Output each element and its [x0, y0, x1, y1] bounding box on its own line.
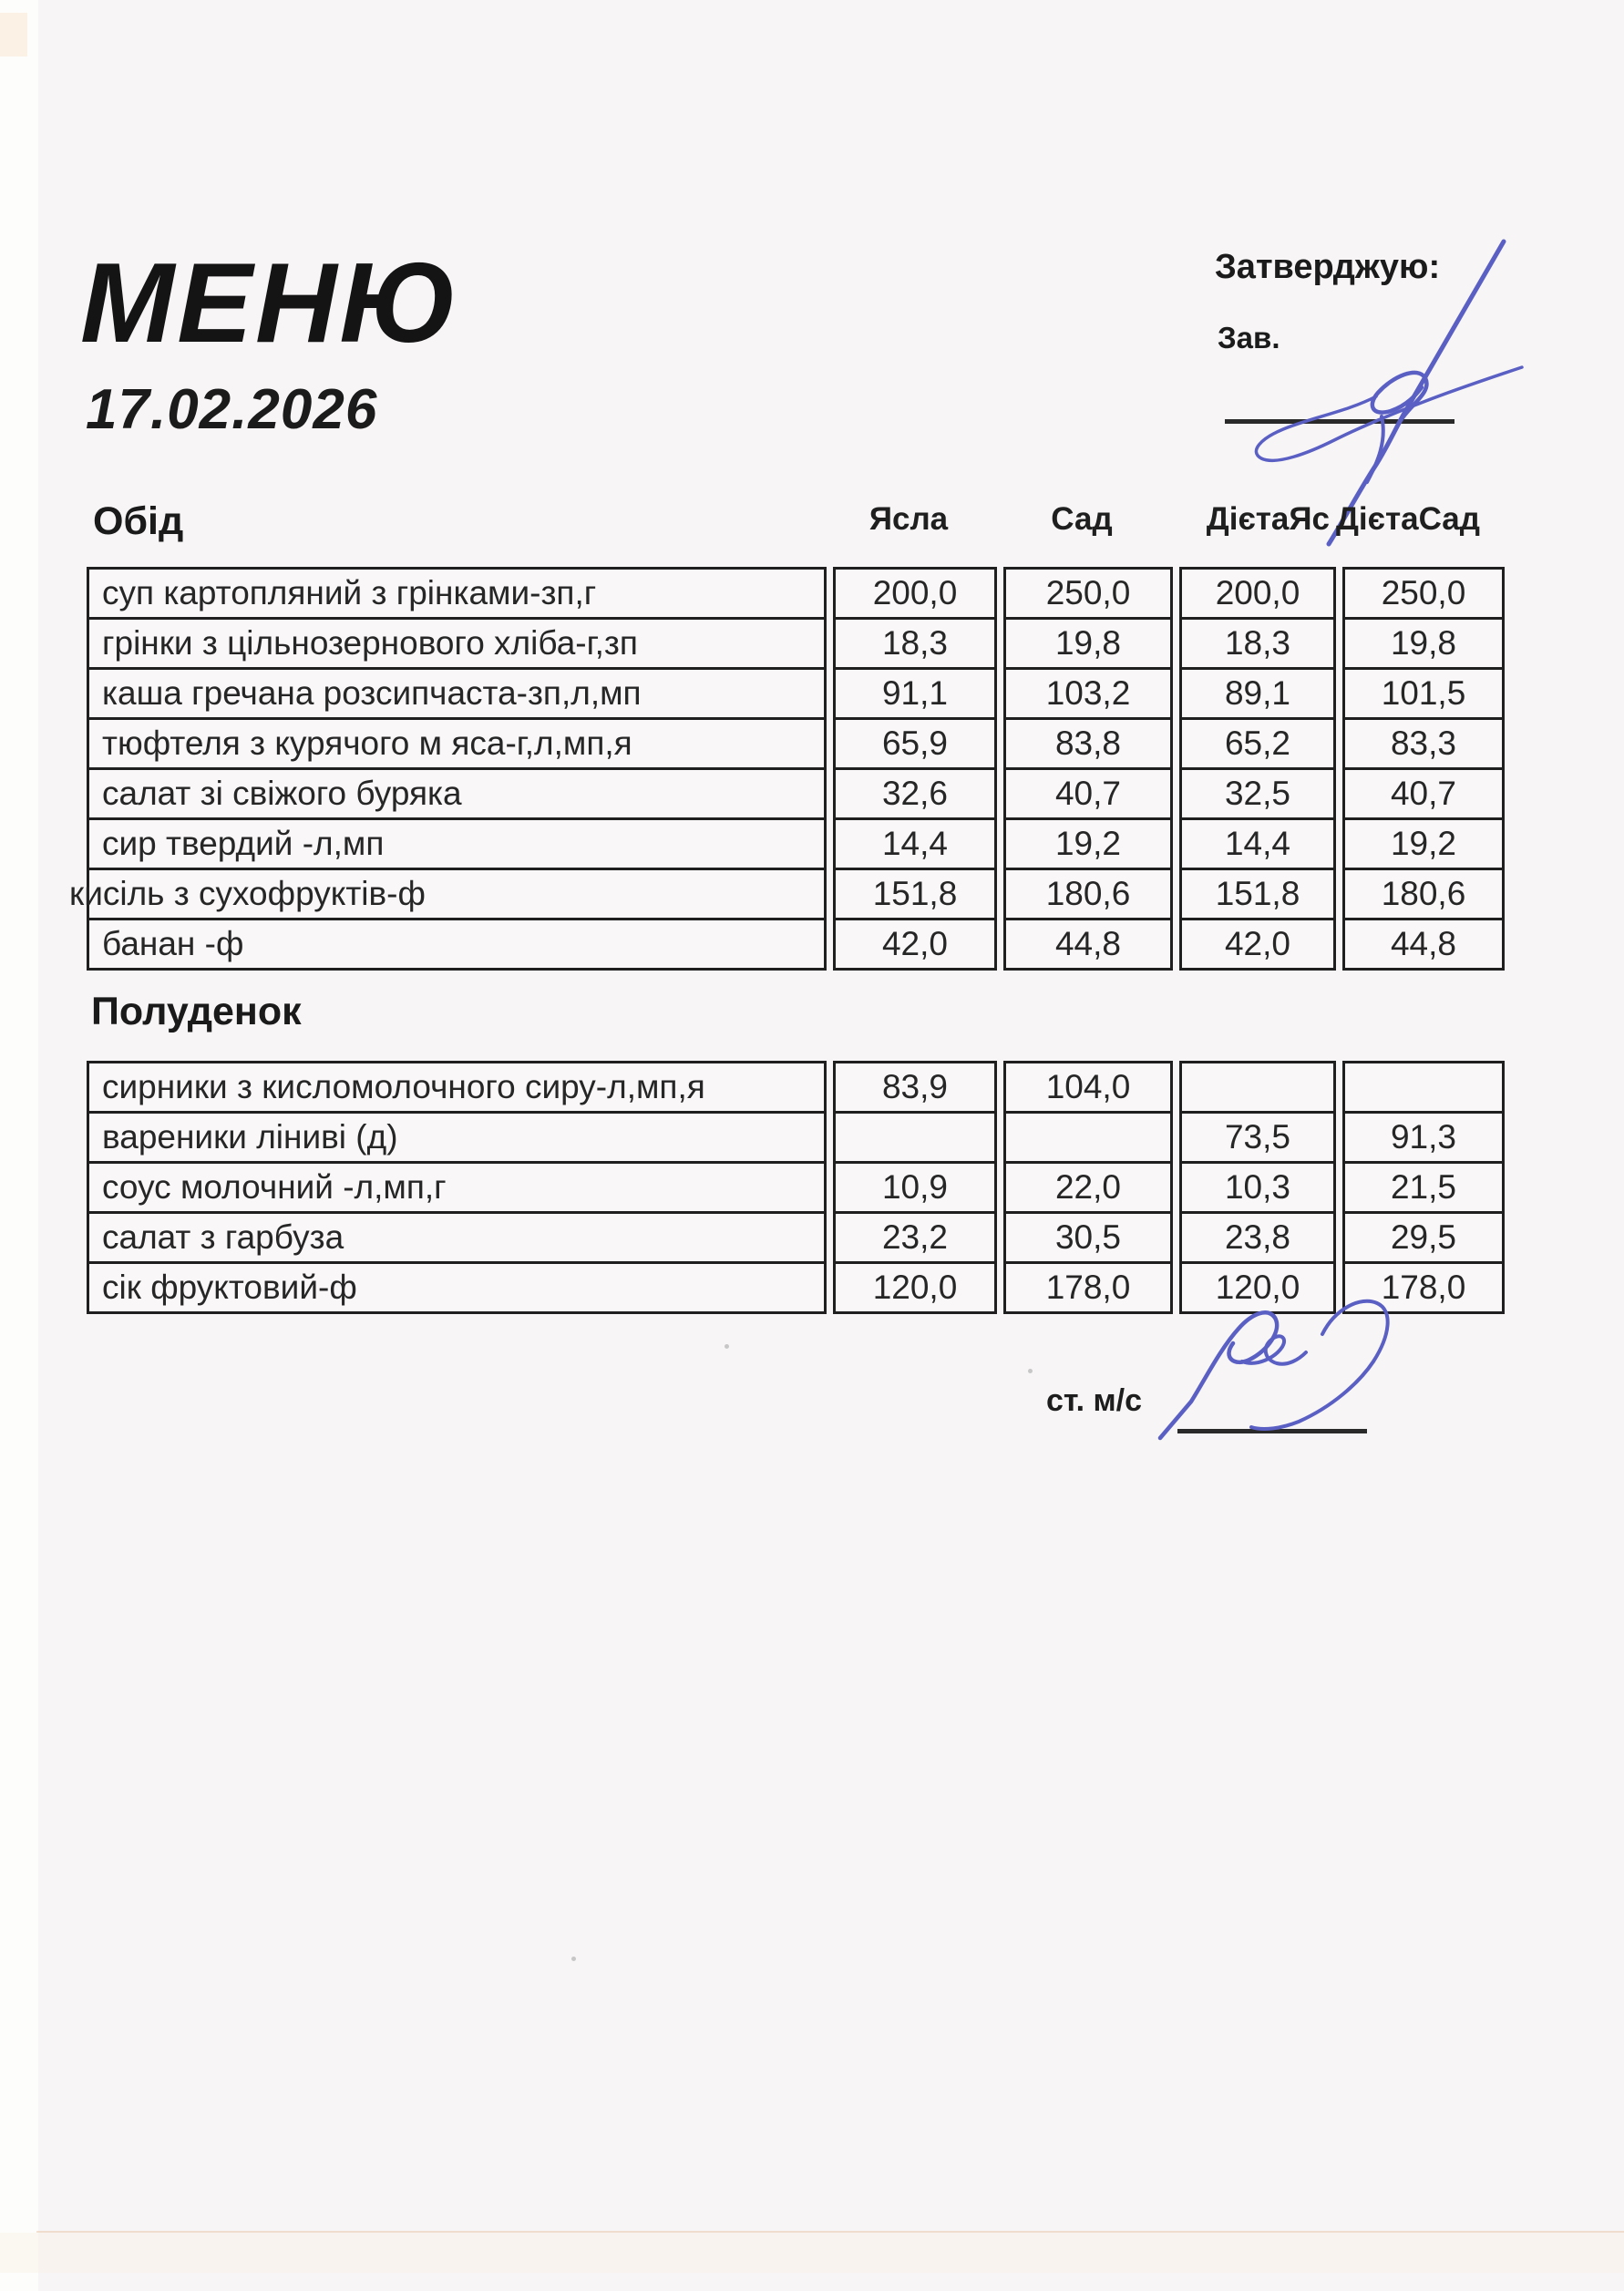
- portion-value: 104,0: [1003, 1061, 1173, 1114]
- portion-value: 83,3: [1342, 717, 1505, 770]
- scan-edge-strip: [0, 0, 38, 2291]
- portion-value: 200,0: [1179, 567, 1336, 620]
- column-header-diyeta-sad: ДієтаСад: [1336, 501, 1480, 537]
- portion-value: 21,5: [1342, 1161, 1505, 1214]
- portion-value: 103,2: [1003, 667, 1173, 720]
- scan-speck: [725, 1344, 729, 1349]
- portion-value: [1003, 1111, 1173, 1164]
- menu-item: сир твердий -л,мп: [87, 817, 827, 870]
- menu-table-poludenok: [87, 1061, 1505, 1314]
- portion-value: 23,2: [833, 1211, 997, 1264]
- column-header-sad: Сад: [1051, 501, 1113, 537]
- portion-value: 200,0: [833, 567, 997, 620]
- scan-edge-band: [0, 2233, 1624, 2273]
- portion-value: 101,5: [1342, 667, 1505, 720]
- portion-value: 120,0: [833, 1261, 997, 1314]
- portion-value: 29,5: [1342, 1211, 1505, 1264]
- portion-value: 32,6: [833, 767, 997, 820]
- menu-item: банан -ф: [87, 918, 827, 971]
- portion-value: 180,6: [1003, 868, 1173, 920]
- portion-value: 19,8: [1342, 617, 1505, 670]
- portion-value: 10,3: [1179, 1161, 1336, 1214]
- portion-value: 42,0: [833, 918, 997, 971]
- portion-value: 14,4: [1179, 817, 1336, 870]
- menu-item: сік фруктовий-ф: [87, 1261, 827, 1314]
- portion-value: 83,9: [833, 1061, 997, 1114]
- menu-item: сирники з кисломолочного сиру-л,мп,я: [87, 1061, 827, 1114]
- portion-value: 10,9: [833, 1161, 997, 1214]
- portion-value: 19,2: [1003, 817, 1173, 870]
- menu-table-obid: [69, 567, 1505, 971]
- approve-signature-line: [1225, 419, 1454, 424]
- portion-value: 19,2: [1342, 817, 1505, 870]
- obid-sad-column: [1003, 567, 1173, 971]
- portion-value: 19,8: [1003, 617, 1173, 670]
- menu-item: кисіль з сухофруктів-ф: [87, 868, 827, 920]
- portion-value: 120,0: [1179, 1261, 1336, 1314]
- scan-speck: [1028, 1369, 1033, 1373]
- approve-label: Затверджую:: [1215, 248, 1441, 286]
- obid-name-column: [69, 567, 827, 971]
- menu-item: салат зі свіжого буряка: [87, 767, 827, 820]
- scan-speck: [571, 1957, 576, 1961]
- portion-value: 42,0: [1179, 918, 1336, 971]
- poludenok-name-column: [87, 1061, 827, 1314]
- portion-value: 65,9: [833, 717, 997, 770]
- portion-value: 250,0: [1003, 567, 1173, 620]
- portion-value: 18,3: [1179, 617, 1336, 670]
- portion-value: 83,8: [1003, 717, 1173, 770]
- scan-artifact-mark: [0, 13, 27, 57]
- portion-value: 178,0: [1342, 1261, 1505, 1314]
- table-column-headers: [827, 501, 1505, 538]
- portion-value: 18,3: [833, 617, 997, 670]
- portion-value: 32,5: [1179, 767, 1336, 820]
- menu-item: салат з гарбуза: [87, 1211, 827, 1264]
- portion-value: 22,0: [1003, 1161, 1173, 1214]
- obid-diyeta-yas-column: [1179, 567, 1336, 971]
- menu-item: каша гречана розсипчаста-зп,л,мп: [87, 667, 827, 720]
- page-title: МЕНЮ: [80, 241, 460, 366]
- menu-item: соус молочний -л,мп,г: [87, 1161, 827, 1214]
- portion-value: 40,7: [1342, 767, 1505, 820]
- menu-date: 17.02.2026: [86, 378, 378, 441]
- obid-yasla-column: [833, 567, 997, 971]
- portion-value: 44,8: [1342, 918, 1505, 971]
- poludenok-diyeta-sad-column: [1342, 1061, 1505, 1314]
- menu-item: тюфтеля з курячого м яса-г,л,мп,я: [87, 717, 827, 770]
- portion-value: 40,7: [1003, 767, 1173, 820]
- portion-value: 178,0: [1003, 1261, 1173, 1314]
- section-heading-obid: Обід: [93, 499, 184, 543]
- poludenok-yasla-column: [833, 1061, 997, 1314]
- portion-value: [1342, 1061, 1505, 1114]
- portion-value: 30,5: [1003, 1211, 1173, 1264]
- portion-value: 151,8: [833, 868, 997, 920]
- obid-diyeta-sad-column: [1342, 567, 1505, 971]
- portion-value: 91,3: [1342, 1111, 1505, 1164]
- menu-item: суп картопляний з грінками-зп,г: [87, 567, 827, 620]
- portion-value: 23,8: [1179, 1211, 1336, 1264]
- column-header-diyeta-yas: ДієтаЯс: [1206, 501, 1330, 537]
- portion-value: 91,1: [833, 667, 997, 720]
- poludenok-diyeta-yas-column: [1179, 1061, 1336, 1314]
- senior-nurse-label: ст. м/с: [1046, 1383, 1142, 1418]
- nurse-signature-line: [1177, 1429, 1367, 1433]
- portion-value: [1179, 1061, 1336, 1114]
- portion-value: 151,8: [1179, 868, 1336, 920]
- section-heading-poludenok: Полуденок: [91, 990, 302, 1033]
- portion-value: 73,5: [1179, 1111, 1336, 1164]
- column-header-yasla: Ясла: [869, 501, 949, 537]
- menu-item: вареники ліниві (д): [87, 1111, 827, 1164]
- portion-value: 44,8: [1003, 918, 1173, 971]
- approver-label: Зав.: [1218, 321, 1280, 354]
- portion-value: 89,1: [1179, 667, 1336, 720]
- portion-value: [833, 1111, 997, 1164]
- menu-item: грінки з цільнозернового хліба-г,зп: [87, 617, 827, 670]
- poludenok-sad-column: [1003, 1061, 1173, 1314]
- portion-value: 180,6: [1342, 868, 1505, 920]
- portion-value: 250,0: [1342, 567, 1505, 620]
- portion-value: 14,4: [833, 817, 997, 870]
- portion-value: 65,2: [1179, 717, 1336, 770]
